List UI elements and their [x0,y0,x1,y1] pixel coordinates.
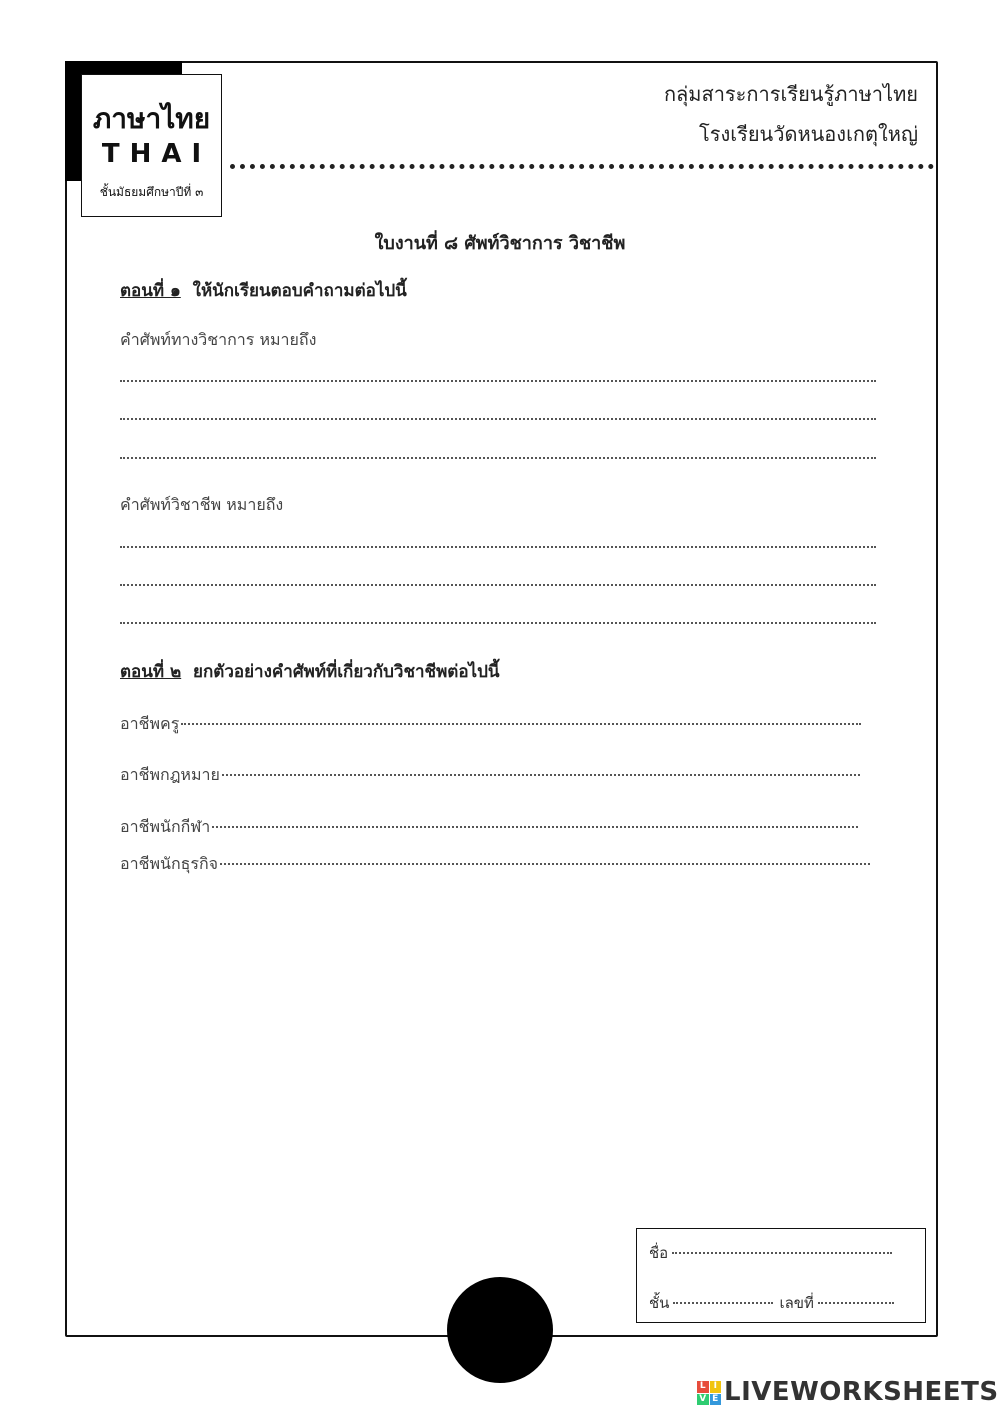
answer-line-3[interactable] [120,457,876,459]
class-field[interactable] [673,1302,773,1304]
item-business-answer[interactable] [220,863,870,865]
logo-grade-text: ชั้นมัธยมศึกษาปีที่ ๓ [99,185,204,199]
liveworksheets-badge-icon: L I V E [697,1381,721,1405]
number-label: เลขที่ [779,1294,814,1312]
header-dotted-rule [230,164,934,169]
answer-line-2[interactable] [120,418,876,420]
item-athlete-answer[interactable] [212,826,858,828]
question-academic-term: คำศัพท์ทางวิชาการ หมายถึง [120,330,317,349]
part2-heading [120,658,500,685]
class-label: ชั้น [649,1294,670,1312]
header-subject-group: กลุ่มสาระการเรียนรู้ภาษาไทย [663,82,918,106]
answer-line-4[interactable] [120,546,876,548]
part2-label: ตอนที่ ๒ [120,662,182,682]
item-law-label: อาชีพกฎหมาย [120,765,220,784]
part1-heading [120,277,407,304]
name-label: ชื่อ [649,1244,669,1262]
item-athlete [120,815,858,840]
question-professional-term: คำศัพท์วิชาชีพ หมายถึง [120,495,284,514]
logo-thai-text: ภาษาไทย [92,102,211,135]
answer-line-5[interactable] [120,584,876,586]
number-field[interactable] [818,1302,894,1304]
header-school-name: โรงเรียนวัดหนองเกตุใหญ่ [699,122,918,146]
item-teacher [120,712,861,737]
item-law [120,763,860,788]
item-teacher-answer[interactable] [181,723,861,725]
student-info-box [636,1228,926,1323]
item-business-label: อาชีพนักธุรกิจ [120,854,219,873]
item-teacher-label: อาชีพครู [120,714,180,733]
answer-line-1[interactable] [120,380,876,382]
item-athlete-label: อาชีพนักกีฬา [120,817,211,836]
item-law-answer[interactable] [222,774,860,776]
liveworksheets-watermark: LIVEWORKSHEETS [724,1377,999,1407]
logo-english-text: THAI [101,139,212,169]
student-class-row [649,1291,894,1315]
part2-instruction: ยกตัวอย่างคำศัพท์ที่เกี่ยวกับวิชาชีพต่อไปนี้ [193,662,500,682]
student-name-row [649,1241,892,1265]
part1-instruction: ให้นักเรียนตอบคำถามต่อไปนี้ [192,281,407,301]
subject-logo [81,74,222,217]
part1-label: ตอนที่ ๑ [120,281,181,301]
answer-line-6[interactable] [120,622,876,624]
name-field[interactable] [672,1252,892,1254]
worksheet-title: ใบงานที่ ๘ ศัพท์วิชาการ วิชาชีพ [374,233,626,254]
black-circle-decoration [447,1277,553,1383]
item-business [120,852,870,877]
